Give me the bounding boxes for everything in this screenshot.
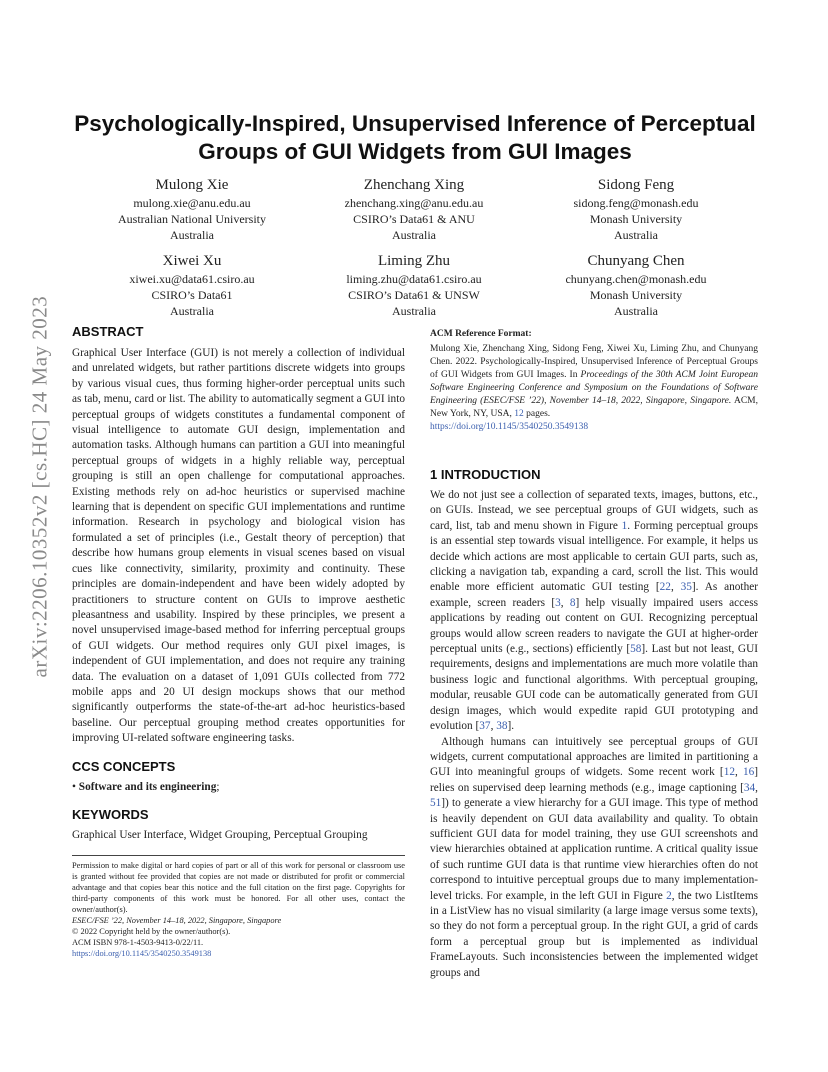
citation-link[interactable]: 51: [430, 797, 442, 810]
arxiv-stamp: arXiv:2206.10352v2 [cs.HC] 24 May 2023: [27, 295, 52, 678]
citation-link[interactable]: 58: [630, 643, 642, 656]
keywords-heading: KEYWORDS: [72, 807, 149, 822]
author-affiliation: CSIRO’s Data61 & ANU: [353, 212, 475, 226]
author-country: Australia: [170, 228, 214, 242]
acm-reference: [430, 328, 758, 434]
intro-paragraph-2: Although humans can intuitively see perceptual groups of GUI widgets, current computational approaches are limited in partitioning a GUI into meaningful groups of widgets. Some recent work [12, 16] relies on supervised deep learning methods (e.g., image captioning [34, 51]) to generate a view hierarchy for a GUI image. This type of method is heavily dependent on GUI data availability and quality. To obtain sufficient GUI data for model training, they use GUI screenshots and view hierarchies obtained at application runtime. A critical quality issue of such runtime GUI data is that runtime view hierarchies often do not correspond to intuitive perceptual groups due to many implementation-level tricks. For example, in the left GUI in Figure 2, the two ListItems in a ListView has no visual similarity (a large image versus some texts), so they do not form a perceptual group. In the right GUI, a grid of cards form a perceptual group but is implemented as individual FrameLayouts. Such inconsistencies between the implemented widget groups and: [430, 735, 759, 979]
acm-reference-heading: ACM Reference Format:: [430, 329, 532, 339]
permission-notice: Permission to make digital or hard copies of part or all of this work for personal or classroom use is granted without fee provided that copies are not made or distributed for profit or commercial advantage and that copies bear this notice and the full citation on the first page. Copyrights for third-party components of this work must be honored. For all other uses, contact the owner/author(s).: [72, 861, 405, 914]
acm-publisher: ACM, New York, NY, USA,: [430, 396, 758, 419]
abstract-heading: ABSTRACT: [72, 324, 144, 339]
acm-doi-link[interactable]: https://doi.org/10.1145/3540250.3549138: [430, 422, 589, 432]
citation-link[interactable]: 12: [723, 766, 735, 779]
footnote-rule: [72, 855, 405, 856]
author-country: Australia: [170, 304, 214, 318]
title-line-1: Psychologically-Inspired, Unsupervised Inference of Perceptual: [74, 111, 756, 136]
author-country: Australia: [614, 304, 658, 318]
author-name: Xiwei Xu: [162, 253, 222, 269]
author-country: Australia: [614, 228, 658, 242]
citation-link[interactable]: 8: [569, 596, 576, 609]
acm-proceedings: Proceedings of the 30th ACM Joint European Software Engineering Conference and Symposium on the Foundations of Software Engineering (ESEC/FSE ’22), November 14–18, 2022, Singapore, Singapore.: [430, 370, 759, 406]
author-country: Australia: [392, 304, 436, 318]
author-name: Sidong Feng: [597, 177, 675, 193]
citation-link[interactable]: 34: [743, 781, 756, 794]
citation-link[interactable]: 37: [479, 720, 491, 733]
author-email: mulong.xie@anu.edu.au: [133, 196, 251, 210]
keywords-text: Graphical User Interface, Widget Grouping, Perceptual Grouping: [72, 829, 368, 841]
author-affiliation: CSIRO’s Data61 & UNSW: [348, 288, 480, 302]
abstract-text: Graphical User Interface (GUI) is not merely a collection of individual and unrelated widgets, but rather partitions discrete widgets into groups by various visual cues, thus forming higher-order perceptual units such as tab, menu, card or list. The ability to automatically segment a GUI into perceptual groups of widgets constitutes a fundamental component of visual intelligence to automate GUI design, implementation and automation tasks. Although humans can partition a GUI into meaningful perceptual groups of widgets in a highly reliable way, perceptual grouping is still an open challenge for computational approaches. Existing methods rely on ad-hoc heuristics or supervised machine learning that is dependent on specific GUI implementations and runtime information. Research in psychology and biological vision has formulated a set of principles (i.e., Gestalt theory of perception) that describe how humans group elements in visual scenes based on visual cues like connectivity, similarity, proximity and continuity. These principles are domain-independent and have been widely adopted by practitioners to structure content on GUIs to improve aesthetic pleasantness and usability. Inspired by these principles, we present a novel unsupervised image-based method for inferring perceptual groups of GUI widgets. Our method requires only GUI pixel images, is independent of GUI implementation, and does not require any training data. The evaluation on a dataset of 1,091 GUIs collected from 772 mobile apps and 20 UI design mockups shows that our method significantly outperforms the state-of-the-art ad-hoc heuristics-based baseline. Our perceptual grouping method creates opportunities for improving UI-related software engineering tasks.: [72, 347, 405, 745]
author-email: zhenchang.xing@anu.edu.au: [344, 196, 484, 210]
citation-link[interactable]: 22: [659, 581, 671, 594]
author-block: [72, 176, 312, 243]
ccs-item: [72, 780, 405, 795]
ccs-concept: Software and its engineering: [78, 781, 217, 793]
author-block: [294, 252, 534, 319]
introduction-heading: 1 INTRODUCTION: [430, 467, 541, 482]
author-country: Australia: [392, 228, 436, 242]
paper-title: [70, 110, 760, 166]
author-block: [516, 252, 756, 319]
page-count-link[interactable]: 12: [514, 409, 524, 419]
isbn-line: ACM ISBN 978-1-4503-9413-0/22/11.: [72, 938, 204, 947]
author-affiliation: Monash University: [589, 212, 683, 226]
citation-link[interactable]: 38: [496, 720, 508, 733]
ccs-heading: CCS CONCEPTS: [72, 759, 176, 774]
author-name: Liming Zhu: [377, 253, 451, 269]
author-block: [72, 252, 312, 319]
doi-link[interactable]: https://doi.org/10.1145/3540250.3549138: [72, 949, 212, 958]
footnote: [72, 860, 405, 959]
acm-pages-suffix: pages.: [523, 409, 551, 419]
author-email: liming.zhu@data61.csiro.au: [346, 272, 482, 286]
citation-link[interactable]: 16: [742, 766, 755, 779]
author-email: chunyang.chen@monash.edu: [565, 272, 707, 286]
author-affiliation: CSIRO’s Data61: [151, 288, 233, 302]
intro-paragraph-1: We do not just see a collection of separated texts, images, buttons, etc., on GUIs. Instead, we see perceptual groups of GUI widgets, such as card, list, tab and menu shown in Figure 1. Forming perceptual groups is an essential step towards visual intelligence. For example, it helps us decide which actions are most applicable to certain GUI parts, such as, clicking a navigation tab, expanding a card, scroll the list. This would enable more efficient automatic GUI testing [22, 35]. As another example, screen readers [3, 8] help visually impaired users access applications by reading out content on GUI. Recognizing perceptual groups would allow screen readers to navigate the GUI at higher-order perceptual units (e.g., sections) efficiently [58]. Last but not least, GUI requirements, designs and implementations are much more volatile than business logic and functional algorithms. With perceptual grouping, modular, reusable GUI code can be automatically generated from GUI design images, which would expedite rapid GUI prototyping and evolution [37, 38].: [430, 489, 758, 733]
author-block: [294, 176, 534, 243]
citation-link[interactable]: 3: [555, 596, 561, 609]
citation-link[interactable]: 35: [680, 581, 692, 594]
author-name: Zhenchang Xing: [363, 177, 465, 193]
author-affiliation: Australian National University: [118, 212, 266, 226]
figure-ref[interactable]: 1: [621, 519, 628, 532]
author-name: Chunyang Chen: [587, 253, 685, 269]
author-affiliation: Monash University: [589, 288, 683, 302]
introduction-text: [430, 488, 758, 981]
author-email: xiwei.xu@data61.csiro.au: [129, 272, 255, 286]
conference-info: ESEC/FSE ’22, November 14–18, 2022, Singapore, Singapore: [72, 916, 282, 925]
copyright-line: © 2022 Copyright held by the owner/author(s).: [72, 927, 231, 936]
figure-ref[interactable]: 2: [666, 889, 672, 902]
title-line-2: Groups of GUI Widgets from GUI Images: [198, 139, 632, 164]
author-name: Mulong Xie: [155, 177, 229, 193]
ccs-end: ;: [216, 781, 220, 793]
author-email: sidong.feng@monash.edu: [573, 196, 699, 210]
ccs-bullet: •: [72, 781, 76, 793]
author-block: [516, 176, 756, 243]
acm-reference-text: Mulong Xie, Zhenchang Xing, Sidong Feng, Xiwei Xu, Liming Zhu, and Chunyang Chen. 2022. Psychologically-Inspired, Unsupervised Inference of Perceptual Groups of GUI Widgets from GUI Images. In: [430, 344, 758, 380]
